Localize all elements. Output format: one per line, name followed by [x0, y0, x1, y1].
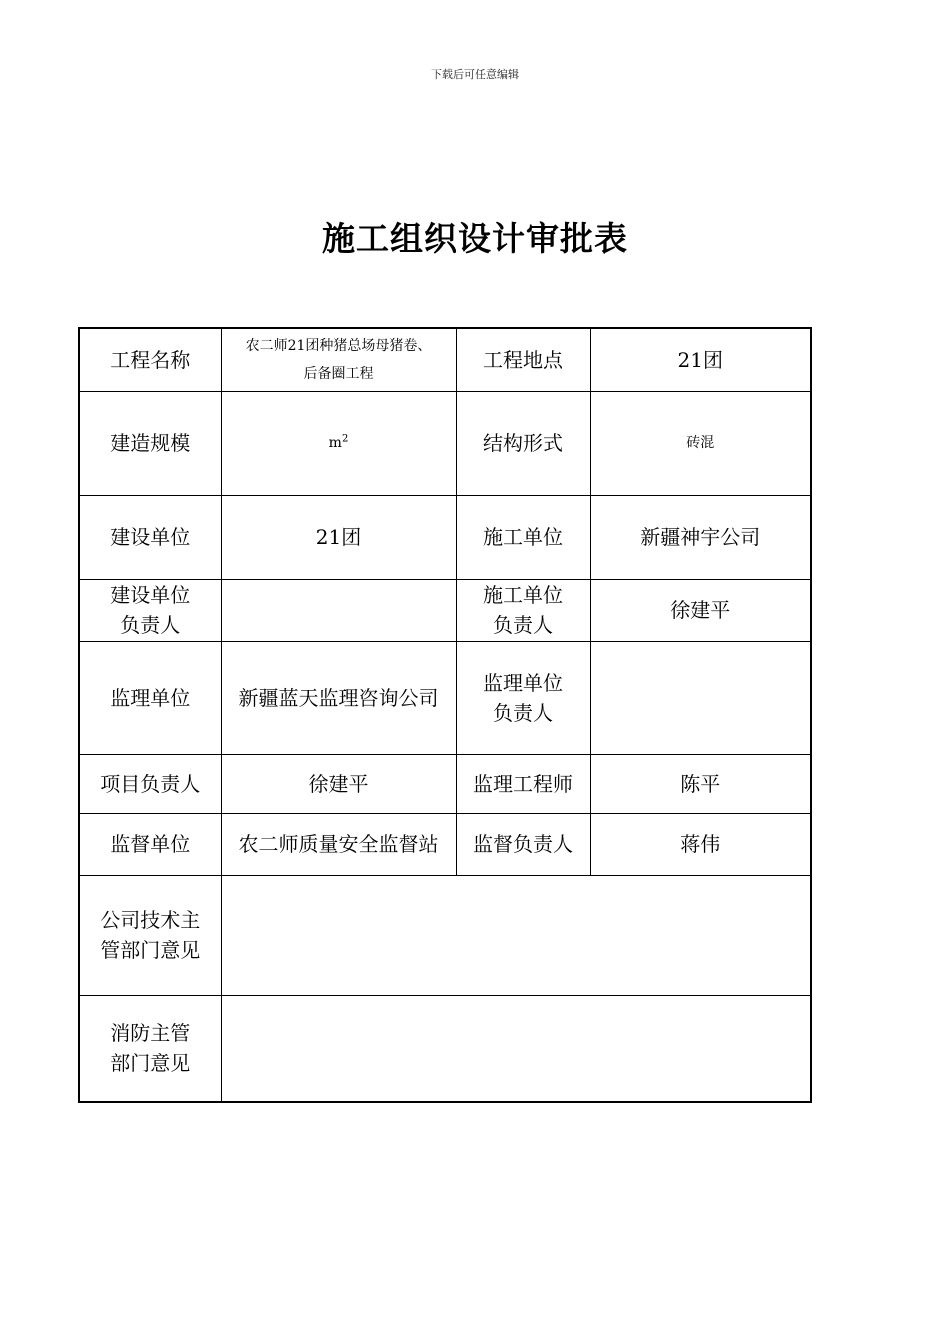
fire-dept-opinion-value — [221, 995, 811, 1102]
contractor-unit-label: 施工单位 — [456, 495, 590, 579]
supervising-engineer-label: 监理工程师 — [456, 754, 590, 813]
build-scale-value — [221, 391, 456, 495]
supervisor-unit-value: 新疆蓝天监理咨询公司 — [221, 641, 456, 754]
oversight-leader-value: 蒋伟 — [590, 813, 811, 875]
fire-dept-opinion-label — [79, 995, 221, 1102]
oversight-unit-label: 监督单位 — [79, 813, 221, 875]
table-row — [79, 875, 811, 995]
tech-dept-opinion-value — [221, 875, 811, 995]
tech-dept-opinion-label-line1: 公司技术主 — [100, 908, 201, 932]
supervising-engineer-value: 陈平 — [590, 754, 811, 813]
project-location-value: 21团 — [590, 328, 811, 391]
table-row — [79, 754, 811, 813]
approval-table — [78, 327, 812, 1103]
oversight-unit-value: 农二师质量安全监督站 — [221, 813, 456, 875]
fire-dept-opinion-label-line1: 消防主管 — [110, 1021, 191, 1046]
table-row — [79, 495, 811, 579]
table-row — [79, 579, 811, 641]
supervisor-leader-label — [456, 641, 590, 754]
page-title: 施工组织设计审批表 — [322, 219, 628, 258]
supervisor-unit-label: 监理单位 — [79, 641, 221, 754]
supervisor-leader-value — [590, 641, 811, 754]
supervisor-leader-label-line1: 监理单位 — [483, 670, 563, 695]
supervisor-leader-label-line2: 负责人 — [493, 700, 553, 725]
project-name-line2: 后备圈工程 — [303, 365, 374, 382]
contractor-leader-value: 徐建平 — [590, 579, 811, 641]
client-unit-value: 21团 — [221, 495, 456, 579]
table-row — [79, 391, 811, 495]
project-name-value — [221, 328, 456, 391]
project-location-label: 工程地点 — [456, 328, 590, 391]
table-row — [79, 328, 811, 391]
project-leader-label: 项目负责人 — [79, 754, 221, 813]
client-unit-label: 建设单位 — [79, 495, 221, 579]
project-name-line1: 农二师21团种猪总场母猪卷、 — [245, 337, 432, 354]
build-scale-label: 建造规模 — [79, 391, 221, 495]
project-name-label: 工程名称 — [79, 328, 221, 391]
structure-type-value: 砖混 — [590, 391, 811, 495]
build-scale-sup: 2 — [341, 433, 349, 445]
client-leader-label-line1: 建设单位 — [110, 583, 191, 607]
header-note: 下载后可任意编辑 — [431, 68, 519, 81]
client-leader-label-line2: 负责人 — [120, 613, 181, 637]
contractor-unit-value: 新疆神宇公司 — [590, 495, 811, 579]
client-leader-value — [221, 579, 456, 641]
fire-dept-opinion-label-line2: 部门意见 — [110, 1051, 191, 1076]
table-row — [79, 995, 811, 1102]
contractor-leader-label-line1: 施工单位 — [483, 583, 563, 607]
oversight-leader-label: 监督负责人 — [456, 813, 590, 875]
table-row — [79, 813, 811, 875]
contractor-leader-label — [456, 579, 590, 641]
client-leader-label — [79, 579, 221, 641]
tech-dept-opinion-label-line2: 管部门意见 — [100, 938, 201, 962]
contractor-leader-label-line2: 负责人 — [493, 613, 553, 637]
tech-dept-opinion-label — [79, 875, 221, 995]
project-leader-value: 徐建平 — [221, 754, 456, 813]
structure-type-label: 结构形式 — [456, 391, 590, 495]
table-row — [79, 641, 811, 754]
build-scale-unit: m — [328, 435, 342, 451]
